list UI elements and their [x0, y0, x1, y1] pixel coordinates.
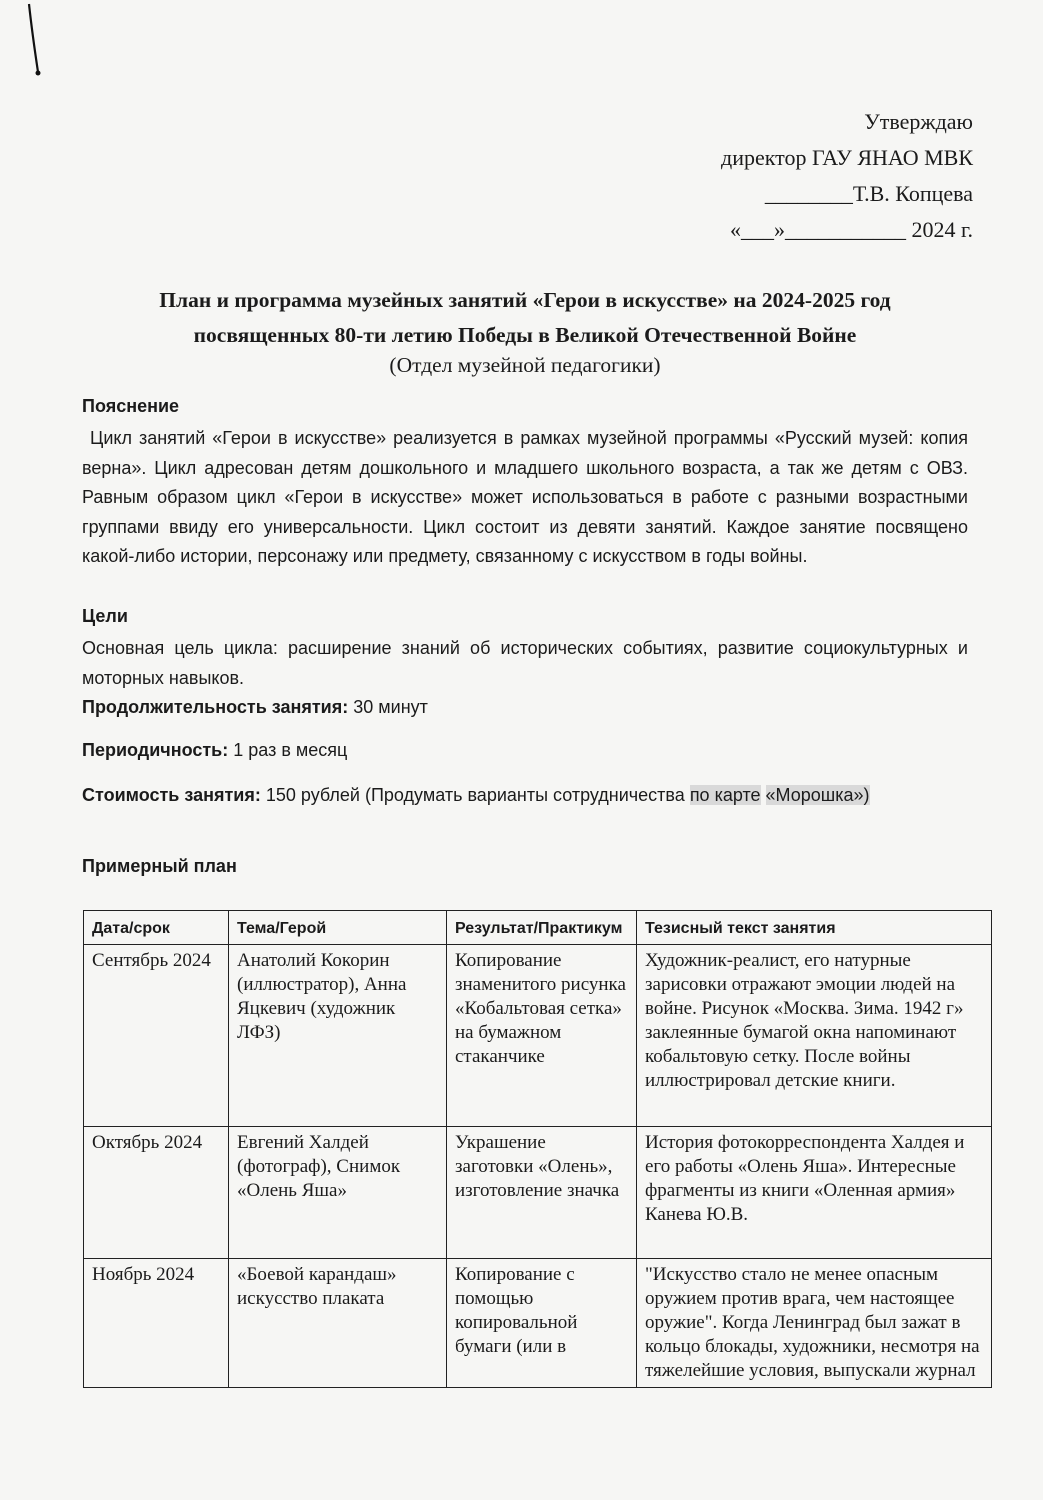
pen-mark — [26, 2, 44, 80]
table-row — [84, 945, 992, 1127]
topic-cell: Евгений Халдей (фотограф), Снимок «Олень Яша» — [229, 1127, 447, 1259]
duration-line — [82, 697, 428, 718]
cost-line — [82, 781, 968, 811]
cost-value: 150 рублей (Продумать варианты сотрудничества — [265, 785, 685, 805]
text-cell: "Искусство стало не менее опасным оружием против врага, чем настоящее оружие". Когда Ленинград был зажат в кольцо блокады, художники, несмотря на тяжелейшие условия, выпускали журнал — [637, 1259, 992, 1388]
frequency-label: Периодичность: — [82, 740, 229, 760]
document-title-line-1: План и программа музейных занятий «Герои в искусстве» на 2024-2025 год — [159, 288, 891, 312]
date-cell: Сентябрь 2024 — [84, 945, 229, 1127]
table-header-row — [84, 911, 992, 945]
text-cell: Художник-реалист, его натурные зарисовки отражают эмоции людей на войне. Рисунок «Москва. Зима. 1942 г» заклеянные бумагой окна напоминают кобальтовую сетку. После войны иллюстрировал детские книги. — [637, 945, 992, 1127]
cost-label: Стоимость занятия: — [82, 785, 261, 805]
explanation-heading: Пояснение — [82, 396, 180, 416]
document-title-line-2: посвященных 80-ти летию Победы в Великой Отечественной Войне — [193, 323, 857, 347]
date-cell: Ноябрь 2024 — [84, 1259, 229, 1388]
text-cell: История фотокорреспондента Халдея и его работы «Олень Яша». Интересные фрагменты из книги «Оленная армия» Канева Ю.В. — [637, 1127, 992, 1259]
goals-text: Основная цель цикла: расширение знаний об исторических событиях, развитие социокультурных и моторных навыков. — [82, 638, 968, 688]
explanation-text: Цикл занятий «Герои в искусстве» реализуется в рамках музейной программы «Русский музей: копия верна». Цикл адресован детям дошкольного и младшего школьного возраста, а так же детям с ОВЗ. Равным образом цикл «Герои в искусстве» может использоваться в работе с разными возрастными группами ввиду его универсальности. Цикл состоит из девяти занятий. Каждое занятие посвящено какой-либо истории, персонажу или предмету, связанному с искусством в годы войны. — [82, 428, 968, 566]
column-header: Дата/срок — [84, 911, 229, 945]
plan-heading: Примерный план — [82, 856, 237, 876]
topic-cell: «Боевой карандаш» искусство плаката — [229, 1259, 447, 1388]
plan-table — [83, 910, 992, 1388]
goals-heading: Цели — [82, 606, 128, 626]
column-header: Тезисный текст занятия — [637, 911, 992, 945]
approval-line: Утверждаю — [864, 109, 973, 134]
table-row — [84, 1127, 992, 1259]
topic-cell: Анатолий Кокорин (иллюстратор), Анна Яцкевич (художник ЛФЗ) — [229, 945, 447, 1127]
duration-value: 30 минут — [353, 697, 428, 717]
approval-signature: ________Т.В. Копцева — [764, 181, 973, 206]
table-row — [84, 1259, 992, 1388]
cost-highlight: по карте — [689, 785, 761, 805]
approval-position: директор ГАУ ЯНАО МВК — [721, 145, 973, 170]
column-header: Результат/Практикум — [447, 911, 637, 945]
approval-block — [643, 104, 973, 248]
result-cell: Украшение заготовки «Олень», изготовление значка — [447, 1127, 637, 1259]
result-cell: Копирование с помощью копировальной бумаги (или в — [447, 1259, 637, 1388]
frequency-value: 1 раз в месяц — [233, 740, 348, 760]
approval-date: «___»___________ 2024 г. — [729, 217, 973, 242]
department-subtitle: (Отдел музейной педагогики) — [389, 353, 661, 377]
date-cell: Октябрь 2024 — [84, 1127, 229, 1259]
result-cell: Копирование знаменитого рисунка «Кобальтовая сетка» на бумажном стаканчике — [447, 945, 637, 1127]
cost-highlight: «Морошка») — [765, 785, 870, 805]
column-header: Тема/Герой — [229, 911, 447, 945]
duration-label: Продолжительность занятия: — [82, 697, 349, 717]
frequency-line — [82, 740, 347, 761]
